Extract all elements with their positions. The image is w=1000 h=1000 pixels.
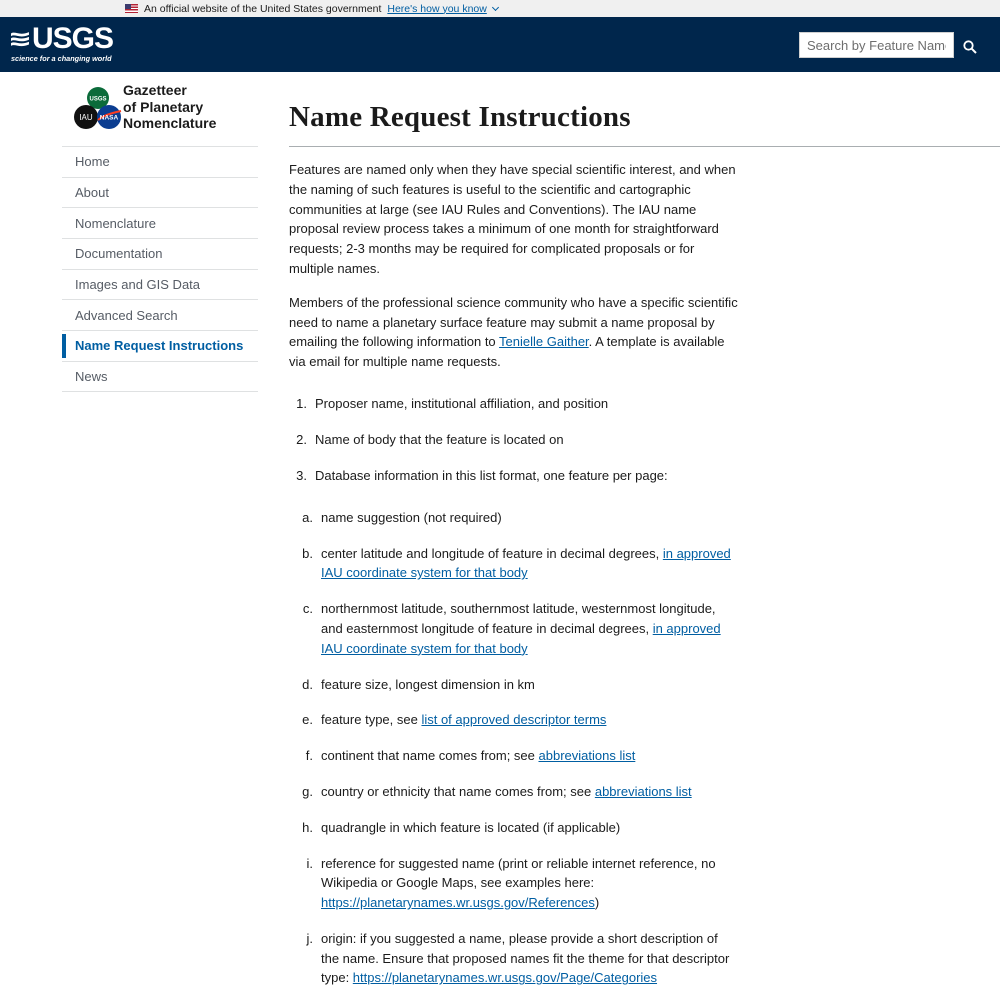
nav-item-documentation[interactable]: Documentation (62, 238, 258, 269)
list-item-text: Database information in this list format, one feature per page: (315, 467, 668, 483)
official-website-text: An official website of the United States government (144, 2, 382, 15)
list-item (289, 929, 739, 988)
site-title-line1: Gazetteer (123, 82, 187, 98)
list-item-text: reference for suggested name (print or reliable internet reference, no Wikipedia or Google Maps, see examples here: (321, 855, 716, 891)
list-item-text: center latitude and longitude of feature in decimal degrees, (321, 545, 663, 561)
feature-name-search-input[interactable] (799, 32, 954, 58)
submission-text-end: . A template is available via email for multiple name requests. (289, 334, 725, 370)
nav-item-about[interactable]: About (62, 177, 258, 208)
list-item-text: feature size, longest dimension in km (321, 676, 535, 692)
list-item-text: feature type, see (321, 712, 422, 728)
list-letter: e. (302, 712, 313, 728)
list-item (289, 854, 739, 913)
list-item (289, 818, 739, 838)
list-item-text: northernmost latitude, southernmost latitude, westernmost longitude, and easternmost longitude of feature in decimal degrees, (321, 601, 716, 636)
list-item (289, 544, 739, 584)
iau-seal-text: IAU (79, 113, 93, 122)
gazetteer-brand-link[interactable] (74, 82, 254, 133)
coordinate-system-link[interactable]: in approved IAU coordinate system for that body (321, 545, 731, 581)
contact-link[interactable]: Tenielle Gaither (499, 334, 589, 350)
list-item-text: country or ethnicity that name comes from; see (321, 783, 595, 799)
us-flag-icon (125, 4, 138, 13)
usgs-wordmark: USGS (31, 22, 113, 55)
list-item-text: Name of body that the feature is located on (315, 431, 564, 447)
list-number: 2. (296, 431, 307, 447)
list-item (289, 466, 739, 486)
site-title-line2: of Planetary (123, 98, 204, 115)
list-item (289, 394, 739, 414)
nav-item-advanced-search[interactable]: Advanced Search (62, 299, 258, 330)
chevron-down-icon (492, 3, 499, 10)
nav-item-images-gis[interactable]: Images and GIS Data (62, 269, 258, 300)
nav-item-home[interactable]: Home (62, 146, 258, 177)
submission-paragraph (289, 293, 739, 372)
usgs-tagline: science for a changing world (11, 54, 112, 63)
nav-item-nomenclature[interactable]: Nomenclature (62, 207, 258, 238)
usgs-header (0, 17, 1000, 72)
site-title (123, 82, 216, 132)
list-letter: d. (302, 676, 313, 692)
list-number: 3. (296, 467, 307, 483)
nasa-seal-text: NASA (99, 114, 119, 122)
list-item-text: quadrangle in which feature is located (if applicable) (321, 819, 621, 835)
list-item (289, 782, 739, 802)
list-item (289, 710, 739, 730)
list-letter: h. (302, 819, 313, 835)
list-letter: g. (302, 783, 313, 799)
search-button[interactable] (960, 38, 980, 58)
list-item (289, 746, 739, 766)
search-icon (963, 40, 977, 54)
title-divider (289, 146, 1000, 147)
references-link[interactable]: https://planetarynames.wr.usgs.gov/References (321, 895, 595, 911)
list-letter: f. (305, 748, 313, 764)
list-item-text-end: ) (594, 895, 600, 911)
descriptor-terms-link[interactable]: list of approved descriptor terms (421, 712, 607, 728)
database-fields-list (289, 508, 739, 989)
main-content (289, 96, 1000, 1000)
heres-how-you-know-toggle[interactable] (387, 3, 497, 15)
usgs-iau-nasa-logos (74, 87, 122, 131)
list-number: 1. (296, 395, 307, 411)
list-item (289, 508, 739, 528)
list-letter: j. (306, 930, 313, 946)
abbreviations-link[interactable]: abbreviations list (538, 748, 636, 764)
coordinate-system-link[interactable]: in approved IAU coordinate system for that body (321, 620, 721, 656)
page-title: Name Request Instructions (289, 101, 631, 133)
abbreviations-link[interactable]: abbreviations list (594, 783, 692, 799)
intro-paragraph: Features are named only when they have special scientific interest, and when the naming of such features is useful to the scientific and cartographic communities at large (see IAU Rules and Conventions). The IAU name proposal review process takes a minimum of one month for straightforward requests; 2-3 months may be required for complicated proposals or for multiple names. (289, 162, 736, 276)
usgs-waves-icon (11, 27, 29, 51)
usgs-seal-text: USGS (89, 96, 107, 103)
side-nav (62, 146, 258, 392)
submission-text: Members of the professional science community who have a specific scientific need to name a planetary surface feature may submit a name proposal by emailing the following information to (289, 294, 738, 350)
list-letter: a. (302, 509, 313, 525)
nav-item-name-request[interactable]: Name Request Instructions (62, 330, 258, 361)
nav-item-news[interactable]: News (62, 361, 258, 392)
site-title-line3: Nomenclature (123, 115, 217, 131)
heres-how-you-know-label: Here's how you know (387, 2, 487, 15)
list-item-text: Proposer name, institutional affiliation, and position (315, 395, 609, 411)
official-gov-banner (0, 0, 1000, 17)
list-letter: c. (302, 601, 313, 617)
usgs-logo-link[interactable] (11, 22, 113, 65)
list-item (289, 430, 739, 450)
categories-link[interactable]: https://planetarynames.wr.usgs.gov/Page/Categories (352, 970, 658, 986)
list-item-text: origin: if you suggested a name, please provide a short description of the name. Ensure that proposed names fit the theme for that descriptor type: (321, 930, 730, 986)
list-item-text: continent that name comes from; see (321, 748, 539, 764)
list-letter: b. (302, 545, 313, 561)
required-info-list (289, 394, 739, 486)
list-letter: i. (306, 855, 313, 871)
list-item (289, 599, 739, 658)
list-item (289, 675, 739, 695)
list-item-text: name suggestion (not required) (321, 509, 502, 525)
